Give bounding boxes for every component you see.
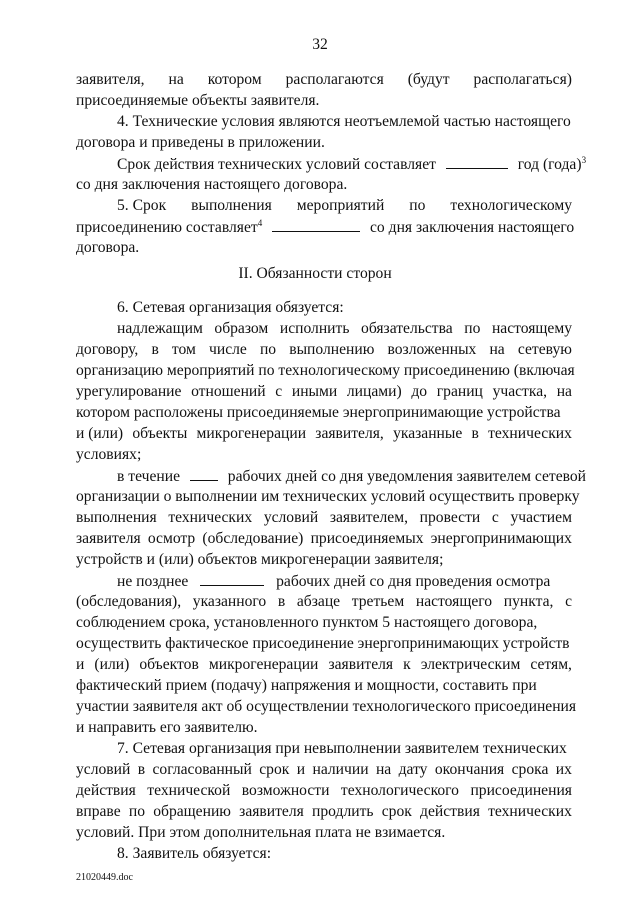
text-fragment: рабочих дней со дня уведомления заявителем сетевой xyxy=(227,468,587,485)
text-line: устройств и (или) объектов микрогенерации заявителя; xyxy=(76,551,444,568)
word: электрическим xyxy=(420,656,521,673)
word: условий xyxy=(76,761,131,778)
word: микрогенерации xyxy=(208,656,319,673)
text-line xyxy=(76,340,572,360)
word: настоящему xyxy=(491,320,572,337)
text-line: участии заявителя акт об осуществлении технологического присоединения xyxy=(76,698,577,715)
text-fragment: год (года) xyxy=(517,156,582,173)
text-line xyxy=(76,382,572,402)
word: пункта, xyxy=(503,593,554,610)
word: 5. Срок xyxy=(117,197,167,214)
word: технической xyxy=(147,782,231,799)
word: технических xyxy=(168,509,253,526)
word: заявителя xyxy=(76,530,141,547)
text-line xyxy=(76,655,572,675)
word: и (или) xyxy=(76,425,124,442)
word: технических xyxy=(488,425,572,442)
text-line: осуществить фактическое присоединение энергопринимающих устройств xyxy=(76,635,570,652)
word: выполнению xyxy=(289,341,375,358)
word: их xyxy=(555,761,572,778)
word: образом xyxy=(214,320,269,337)
text-fragment: не позднее xyxy=(117,573,189,590)
word: исполнить xyxy=(279,320,350,337)
text-line: котором расположены присоединяемые энергопринимающие устройства xyxy=(76,404,561,421)
word: иными xyxy=(291,383,338,400)
word: заявителя xyxy=(239,803,304,820)
text-line: присоединяемые объекты заявителя. xyxy=(76,92,320,109)
fill-in-blank xyxy=(272,217,360,232)
word: урегулирование xyxy=(76,383,182,400)
word: участием xyxy=(510,509,572,526)
word: отношений xyxy=(191,383,266,400)
word: по xyxy=(259,341,277,358)
word: сетевую xyxy=(517,341,572,358)
word: располагаются xyxy=(285,71,384,88)
word: выполнения xyxy=(191,197,272,214)
word: заявителем, xyxy=(329,509,408,526)
word: объекты xyxy=(132,425,188,442)
fill-in-blank xyxy=(446,154,508,169)
word: к xyxy=(403,656,411,673)
text-fragment: рабочих дней со дня проведения осмотра xyxy=(276,573,551,590)
word: с xyxy=(491,509,499,526)
word: договору, xyxy=(76,341,139,358)
word: обязательства xyxy=(361,320,453,337)
footnote-ref: 4 xyxy=(257,217,263,228)
text-line: соблюдением срока, установленного пунктом 5 настоящего договора, xyxy=(76,614,538,631)
word: присоединения xyxy=(470,782,572,799)
word: провести xyxy=(419,509,481,526)
word: в xyxy=(137,761,146,778)
word: границ xyxy=(436,383,483,400)
word: срока xyxy=(511,761,549,778)
fill-in-blank xyxy=(200,571,264,586)
text-line xyxy=(76,70,572,90)
text-line: 7. Сетевая организация при невыполнении заявителем технических xyxy=(117,740,567,757)
text-line: договора и приведены в приложении. xyxy=(76,134,325,151)
word: на xyxy=(489,341,505,358)
word: с xyxy=(565,593,572,610)
text-line xyxy=(117,196,572,216)
word: и xyxy=(296,761,306,778)
word: продлить xyxy=(312,803,374,820)
word: мероприятий xyxy=(296,197,385,214)
text-fragment: присоединению составляет xyxy=(76,219,258,236)
page-number: 32 xyxy=(312,36,328,53)
word: срок xyxy=(381,803,412,820)
word: в xyxy=(151,341,159,358)
word: срок xyxy=(259,761,290,778)
word: действия xyxy=(420,803,480,820)
word: надлежащим xyxy=(117,320,203,337)
word: технологического xyxy=(340,782,459,799)
text-line xyxy=(76,781,572,801)
text-fragment: Срок действия технических условий составляет xyxy=(117,156,436,173)
text-line xyxy=(76,802,572,822)
word: технических xyxy=(488,803,572,820)
word: по xyxy=(409,197,426,214)
word: (обследование) xyxy=(202,530,304,547)
text-line: организацию мероприятий по технологическому присоединению (включая xyxy=(76,362,575,379)
text-line: условиях; xyxy=(76,446,142,463)
word: энергопринимающих xyxy=(430,530,572,547)
word: технологическому xyxy=(450,197,572,214)
text-fragment: со дня заключения настоящего xyxy=(370,219,575,236)
text-line-with-blank xyxy=(117,466,586,487)
word: по xyxy=(464,320,481,337)
word: вправе xyxy=(76,803,121,820)
text-line-with-blank xyxy=(76,217,574,238)
text-line: 4. Технические условия являются неотъемлемой частью настоящего xyxy=(117,113,571,130)
word: (обследования), xyxy=(76,593,182,610)
word: сетям, xyxy=(530,656,572,673)
section-heading: II. Обязанности сторон xyxy=(238,265,392,282)
word: объектов xyxy=(139,656,199,673)
word: лицами) xyxy=(346,383,402,400)
text-line: организации о выполнении им технических условий осуществить проверку xyxy=(76,488,580,505)
word: дату xyxy=(398,761,428,778)
fill-in-blank xyxy=(190,466,218,481)
word: (или) xyxy=(94,656,130,673)
word: указанные xyxy=(393,425,463,442)
word: осмотр xyxy=(147,530,196,547)
word: возможности xyxy=(241,782,330,799)
word: настоящего xyxy=(415,593,493,610)
text-line xyxy=(76,529,572,549)
text-line: условий. При этом дополнительная плата не взимается. xyxy=(76,824,446,841)
text-line xyxy=(117,319,572,339)
text-line: 6. Сетевая организация обязуется: xyxy=(117,299,344,316)
footer-filename: 21020449.doc xyxy=(76,872,133,883)
word: в xyxy=(471,425,479,442)
word: участка, xyxy=(492,383,548,400)
text-line-with-blank xyxy=(117,571,550,592)
word: заявителя, xyxy=(315,425,384,442)
text-fragment: в течение xyxy=(117,468,180,485)
word: окончания xyxy=(434,761,505,778)
text-line xyxy=(76,508,572,528)
text-line: договора. xyxy=(76,239,140,256)
word: по xyxy=(128,803,145,820)
word: согласованный xyxy=(152,761,252,778)
word: числе xyxy=(209,341,247,358)
word: наличии xyxy=(312,761,369,778)
word: указанного xyxy=(192,593,267,610)
text-line-with-blank xyxy=(117,154,586,175)
text-line: и направить его заявителю. xyxy=(76,719,258,736)
word: и xyxy=(76,656,85,673)
word: действия xyxy=(76,782,136,799)
text-line xyxy=(76,592,572,612)
word: на xyxy=(168,71,184,88)
word: котором xyxy=(207,71,262,88)
text-line xyxy=(76,760,572,780)
text-line: фактический прием (подачу) напряжения и мощности, составить при xyxy=(76,677,537,694)
word: условий xyxy=(263,509,319,526)
word: обращению xyxy=(153,803,231,820)
word: заявителя xyxy=(328,656,394,673)
word: том xyxy=(171,341,196,358)
footnote-ref: 3 xyxy=(581,154,587,165)
word: абзаце xyxy=(296,593,341,610)
word: выполнения xyxy=(76,509,157,526)
word: до xyxy=(411,383,428,400)
word: микрогенерации xyxy=(196,425,307,442)
text-line xyxy=(76,424,572,444)
text-line: со дня заключения настоящего договора. xyxy=(76,176,348,193)
word: в xyxy=(277,593,286,610)
text-line: 8. Заявитель обязуется: xyxy=(117,845,272,862)
word: на xyxy=(556,383,572,400)
word: возложенных xyxy=(387,341,477,358)
word: присоединяемых xyxy=(310,530,424,547)
word: заявителя, xyxy=(76,71,145,88)
word: располагаться) xyxy=(473,71,572,88)
word: с xyxy=(275,383,283,400)
word: третьем xyxy=(351,593,405,610)
word: (будут xyxy=(407,71,450,88)
word: на xyxy=(375,761,392,778)
